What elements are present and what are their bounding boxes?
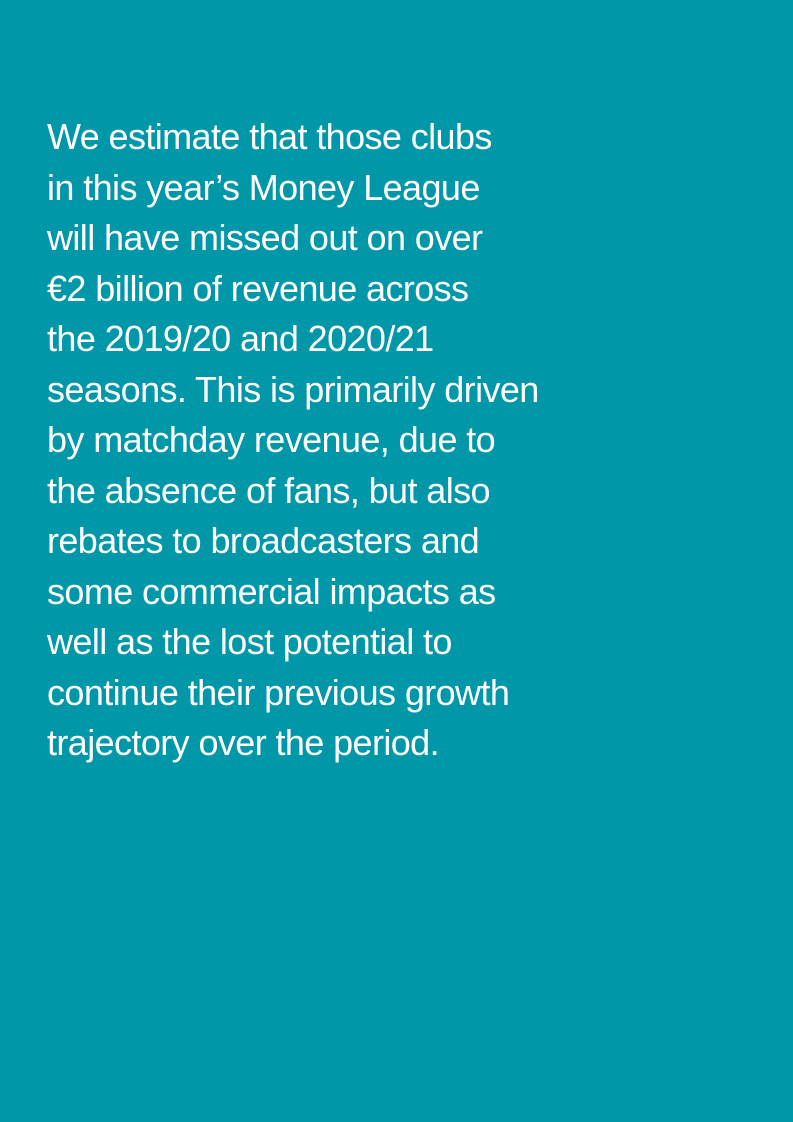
quote-line: by matchday revenue, due to <box>47 419 496 460</box>
quote-line: We estimate that those clubs <box>47 116 492 157</box>
quote-line: rebates to broadcasters and <box>47 520 480 561</box>
quote-line: well as the lost potential to <box>47 621 452 662</box>
quote-line: seasons. This is primarily driven <box>47 368 539 410</box>
quote-line: the 2019/20 and 2020/21 <box>47 318 434 359</box>
quote-line: in this year’s Money League <box>47 166 480 208</box>
pull-quote-paragraph <box>47 112 647 769</box>
quote-line: trajectory over the period. <box>47 722 439 763</box>
quote-line: the absence of fans, but also <box>47 469 490 511</box>
quote-line: €2 billion of revenue across <box>47 267 469 309</box>
quote-line: continue their previous growth <box>47 671 510 713</box>
quote-line: some commercial impacts as <box>47 570 496 612</box>
quote-line: will have missed out on over <box>47 217 483 258</box>
